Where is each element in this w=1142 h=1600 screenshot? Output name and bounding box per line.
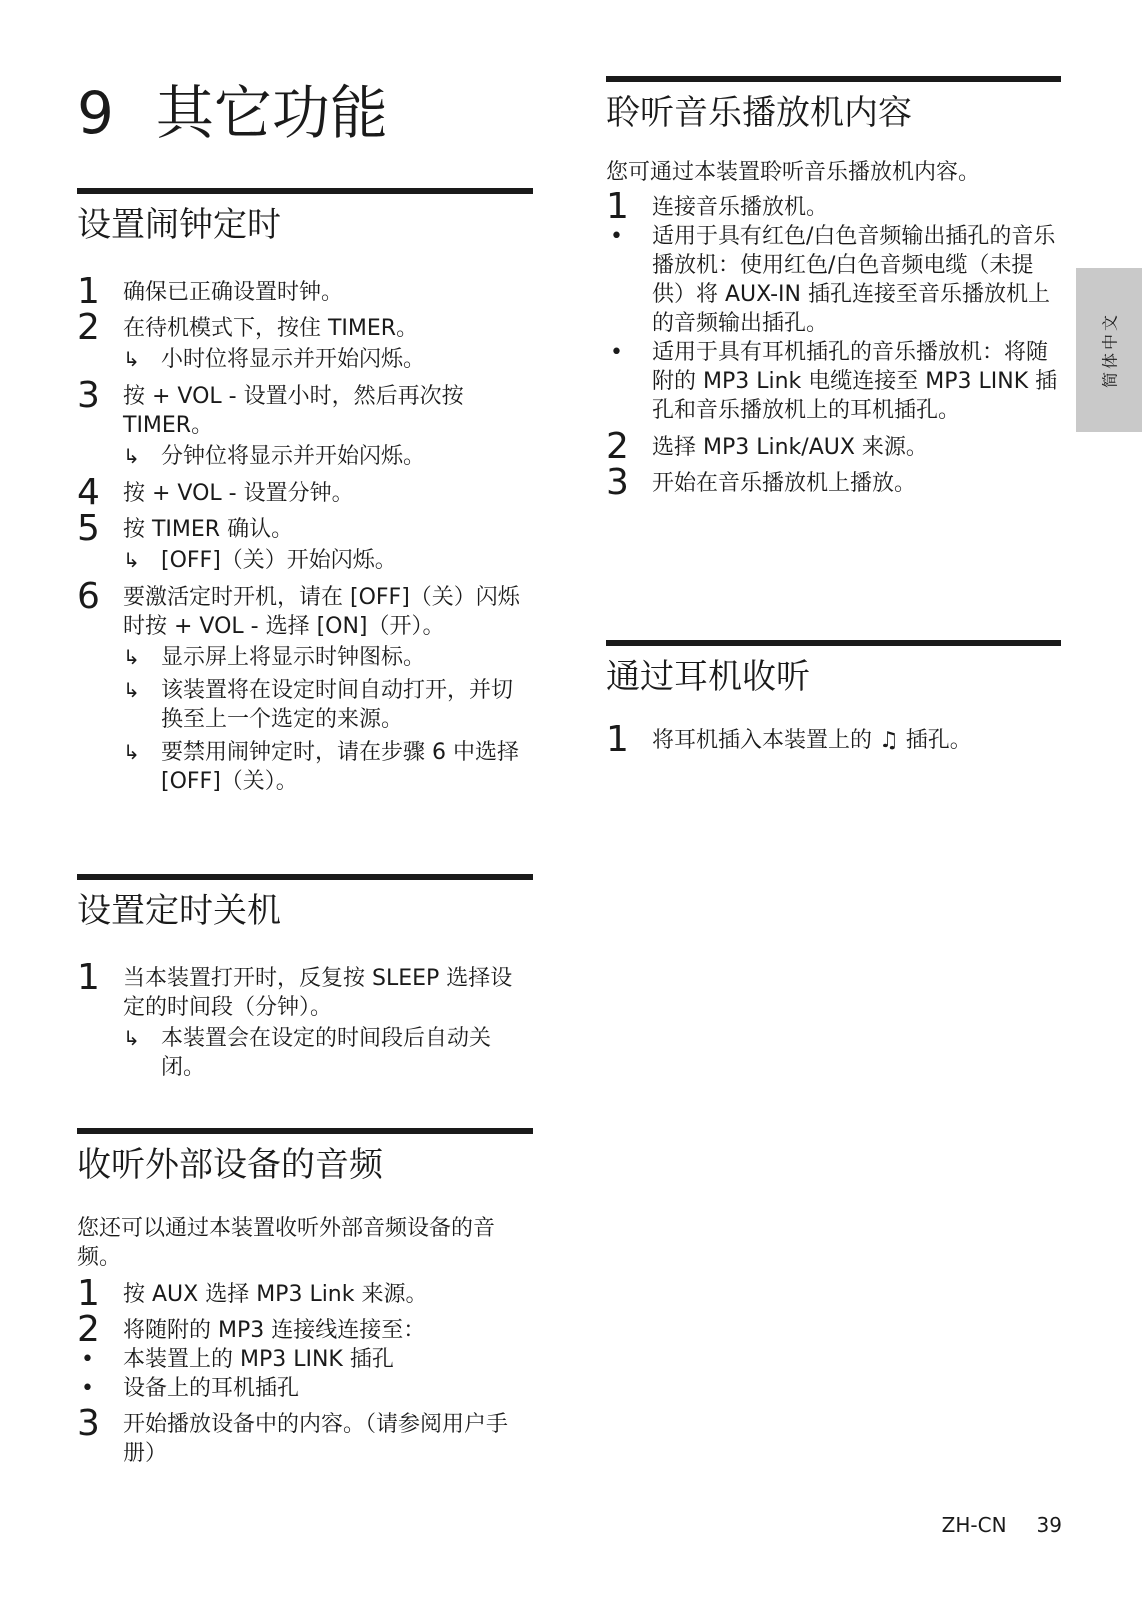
step-number: 3 <box>77 1403 100 1444</box>
chapter-title: 其它功能 <box>155 79 388 147</box>
section-title: 设置定时关机 <box>77 891 281 931</box>
section-title: 聆听音乐播放机内容 <box>606 93 912 133</box>
step-item <box>77 1309 533 1350</box>
bullet-dot-icon: • <box>81 1376 94 1401</box>
step-text: 按 TIMER 确认。 <box>123 517 294 542</box>
result-text: 该装置将在设定时间自动打开，并切换至上一个选定的来源。 <box>161 678 514 732</box>
step-text: 确保已正确设置时钟。 <box>123 280 344 305</box>
step-number: 1 <box>77 271 100 312</box>
step-item <box>77 375 533 471</box>
result-text: [OFF]（关）开始闪烁。 <box>161 548 397 573</box>
result-arrow-icon: ↳ <box>123 444 140 468</box>
step-result <box>123 546 533 575</box>
section-rule <box>77 874 533 880</box>
step-item <box>606 426 1061 467</box>
step-number: 1 <box>606 719 629 760</box>
step-result <box>123 676 533 734</box>
bullet-text: 适用于具有红色/白色音频输出插孔的音乐播放机：使用红色/白色音频电缆（未提供）将 AUX-IN 插孔连接至音乐播放机上的音频输出插孔。 <box>652 224 1056 336</box>
result-text: 分钟位将显示并开始闪烁。 <box>161 444 426 469</box>
step-item <box>77 1273 533 1314</box>
section-rule <box>606 640 1061 646</box>
step-number: 4 <box>77 472 100 513</box>
step-text: 将耳机插入本装置上的 ♫ 插孔。 <box>652 728 972 753</box>
step-text: 在待机模式下，按住 TIMER。 <box>123 316 419 341</box>
step-item <box>77 508 533 575</box>
step-text: 按 + VOL - 设置分钟。 <box>123 481 354 506</box>
step-text: 要激活定时开机，请在 [OFF]（关）闪烁时按 + VOL - 选择 [ON]（开）。 <box>123 585 520 639</box>
result-arrow-icon: ↳ <box>123 645 140 669</box>
result-arrow-icon: ↳ <box>123 740 140 764</box>
step-number: 3 <box>606 462 629 503</box>
step-result <box>123 442 533 471</box>
section-intro: 您可通过本装置聆听音乐播放机内容。 <box>606 160 981 185</box>
bullet-text: 设备上的耳机插孔 <box>123 1376 300 1401</box>
section-rule <box>606 76 1061 82</box>
step-number: 1 <box>606 186 629 227</box>
result-arrow-icon: ↳ <box>123 678 140 702</box>
section-external-audio <box>77 1128 533 1468</box>
step-item <box>606 719 1061 760</box>
bullet-dot-icon: • <box>610 340 623 365</box>
step-item <box>77 271 533 312</box>
step-text: 将随附的 MP3 连接线连接至： <box>123 1318 426 1343</box>
step-number: 2 <box>77 307 100 348</box>
step-item <box>606 186 1061 227</box>
section-alarm <box>77 188 533 796</box>
footer-language: ZH-CN <box>941 1513 1007 1537</box>
result-arrow-icon: ↳ <box>123 548 140 572</box>
bullet-item <box>77 1374 533 1403</box>
bullet-dot-icon: • <box>610 224 623 249</box>
step-item <box>77 576 533 796</box>
section-headphone <box>606 640 1061 760</box>
step-text: 开始在音乐播放机上播放。 <box>652 471 917 496</box>
step-text: 按 AUX 选择 MP3 Link 来源。 <box>123 1282 428 1307</box>
step-item <box>77 957 533 1082</box>
step-item <box>77 307 533 374</box>
page-footer <box>942 1513 1062 1537</box>
step-number: 6 <box>77 576 100 617</box>
step-number: 5 <box>77 508 100 549</box>
section-rule <box>77 1128 533 1134</box>
bullet-item <box>606 338 1061 425</box>
section-music-player <box>606 76 1061 503</box>
step-number: 1 <box>77 1273 100 1314</box>
step-number: 3 <box>77 375 100 416</box>
result-text: 显示屏上将显示时钟图标。 <box>161 645 426 670</box>
step-result <box>123 738 533 796</box>
bullet-text: 适用于具有耳机插孔的音乐播放机：将随附的 MP3 Link 电缆连接至 MP3 LINK 插孔和音乐播放机上的耳机插孔。 <box>652 340 1058 423</box>
step-number: 2 <box>77 1309 100 1350</box>
step-text: 选择 MP3 Link/AUX 来源。 <box>652 435 928 460</box>
step-number: 1 <box>77 957 100 998</box>
section-title: 设置闹钟定时 <box>77 205 281 245</box>
language-tab-label: 简体中文 <box>1100 311 1120 389</box>
step-item <box>77 1403 533 1468</box>
bullet-item <box>77 1345 533 1374</box>
bullet-item <box>606 222 1061 338</box>
bullet-dot-icon: • <box>81 1347 94 1372</box>
section-sleep <box>77 874 533 1082</box>
step-number: 2 <box>606 426 629 467</box>
bullet-text: 本装置上的 MP3 LINK 插孔 <box>123 1347 394 1372</box>
step-result <box>123 643 533 672</box>
step-text: 按 + VOL - 设置小时，然后再次按 TIMER。 <box>123 384 464 438</box>
step-item <box>606 462 1061 503</box>
section-intro: 您还可以通过本装置收听外部音频设备的音频。 <box>77 1216 496 1270</box>
step-result <box>123 345 533 374</box>
step-text: 开始播放设备中的内容。（请参阅用户手册） <box>123 1412 509 1466</box>
step-text: 当本装置打开时，反复按 SLEEP 选择设定的时间段（分钟）。 <box>123 966 513 1020</box>
page-number: 39 <box>1036 1513 1062 1537</box>
result-text: 小时位将显示并开始闪烁。 <box>161 347 426 372</box>
chapter-number: 9 <box>77 79 114 147</box>
step-item <box>77 472 533 513</box>
result-text: 本装置会在设定的时间段后自动关闭。 <box>161 1026 492 1080</box>
section-title: 通过耳机收听 <box>606 657 810 697</box>
step-result <box>123 1024 533 1082</box>
section-title: 收听外部设备的音频 <box>77 1145 383 1185</box>
section-rule <box>77 188 533 194</box>
language-side-tab <box>1076 268 1142 432</box>
result-text: 要禁用闹钟定时，请在步骤 6 中选择 [OFF]（关）。 <box>161 740 519 794</box>
result-arrow-icon: ↳ <box>123 347 140 371</box>
result-arrow-icon: ↳ <box>123 1026 140 1050</box>
step-text: 连接音乐播放机。 <box>652 195 829 220</box>
chapter-heading <box>77 78 388 148</box>
